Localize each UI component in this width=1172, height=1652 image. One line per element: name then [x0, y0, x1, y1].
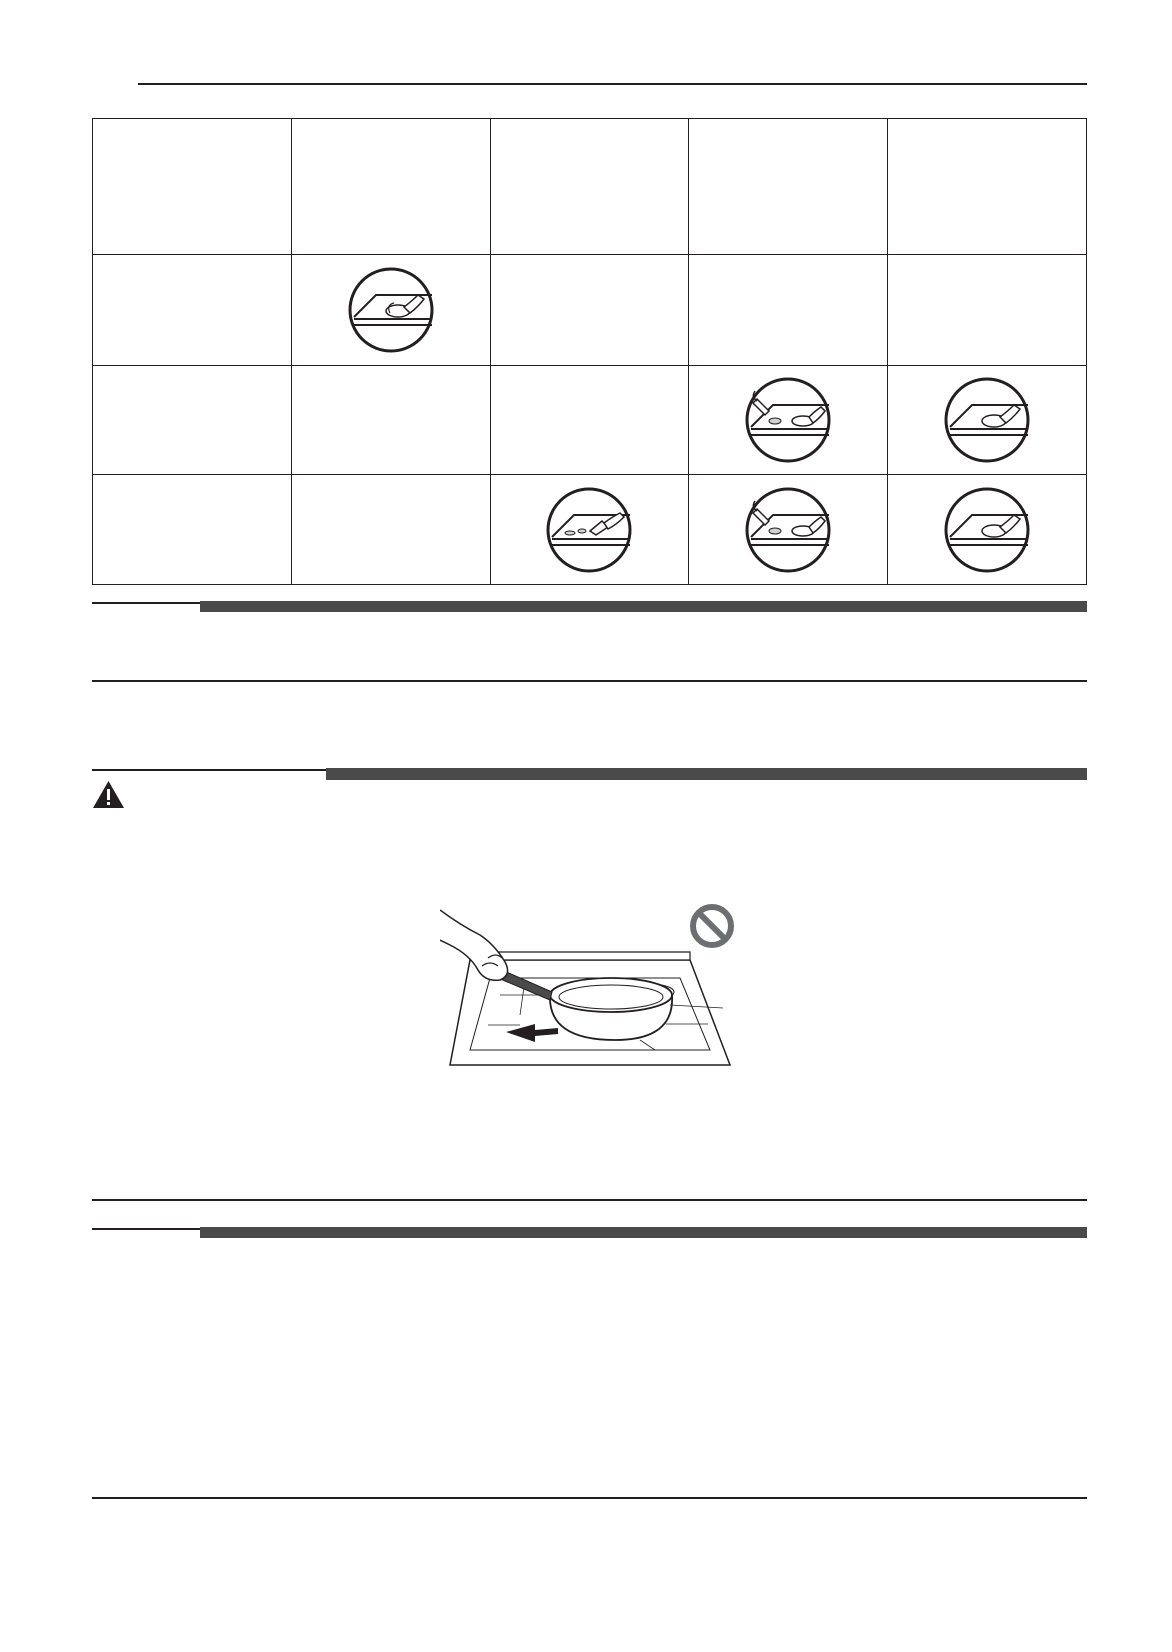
table-cell — [93, 366, 292, 475]
table-cell — [490, 366, 689, 475]
divider-rule — [92, 1199, 1087, 1201]
table-row — [93, 366, 1087, 475]
header-rule — [138, 83, 1087, 85]
table-cell — [291, 119, 490, 255]
table-cell — [888, 119, 1087, 255]
section-heading-band — [200, 1227, 1087, 1238]
table-cell — [291, 366, 490, 475]
section-heading-band — [326, 768, 1087, 780]
table-cell — [93, 475, 292, 585]
table-row — [93, 475, 1087, 585]
table-cell — [93, 255, 292, 366]
cleaner-and-wipe-icon — [745, 487, 831, 573]
table-cell — [291, 255, 490, 366]
table-cell — [689, 366, 888, 475]
footer-rule — [92, 1497, 1087, 1499]
wipe-cloth-icon — [348, 267, 434, 353]
cleaning-table — [92, 118, 1087, 585]
scraper-icon — [546, 487, 632, 573]
table-cell — [490, 119, 689, 255]
warning-triangle-icon — [92, 780, 125, 809]
table-cell — [689, 119, 888, 255]
table-cell — [490, 255, 689, 366]
table-cell — [689, 475, 888, 585]
table-cell — [689, 255, 888, 366]
table-row — [93, 255, 1087, 366]
divider-rule — [92, 680, 1087, 682]
wipe-cloth-icon — [944, 487, 1030, 573]
hand-sliding-pan-icon — [440, 900, 740, 1070]
table-cell — [490, 475, 689, 585]
table-cell — [93, 119, 292, 255]
table-header-row — [93, 119, 1087, 255]
table-cell — [291, 475, 490, 585]
cleaner-and-wipe-icon — [745, 377, 831, 463]
section-heading-band — [200, 601, 1087, 612]
table-cell — [888, 475, 1087, 585]
table-cell — [888, 366, 1087, 475]
wipe-cloth-icon — [944, 377, 1030, 463]
table-cell — [888, 255, 1087, 366]
